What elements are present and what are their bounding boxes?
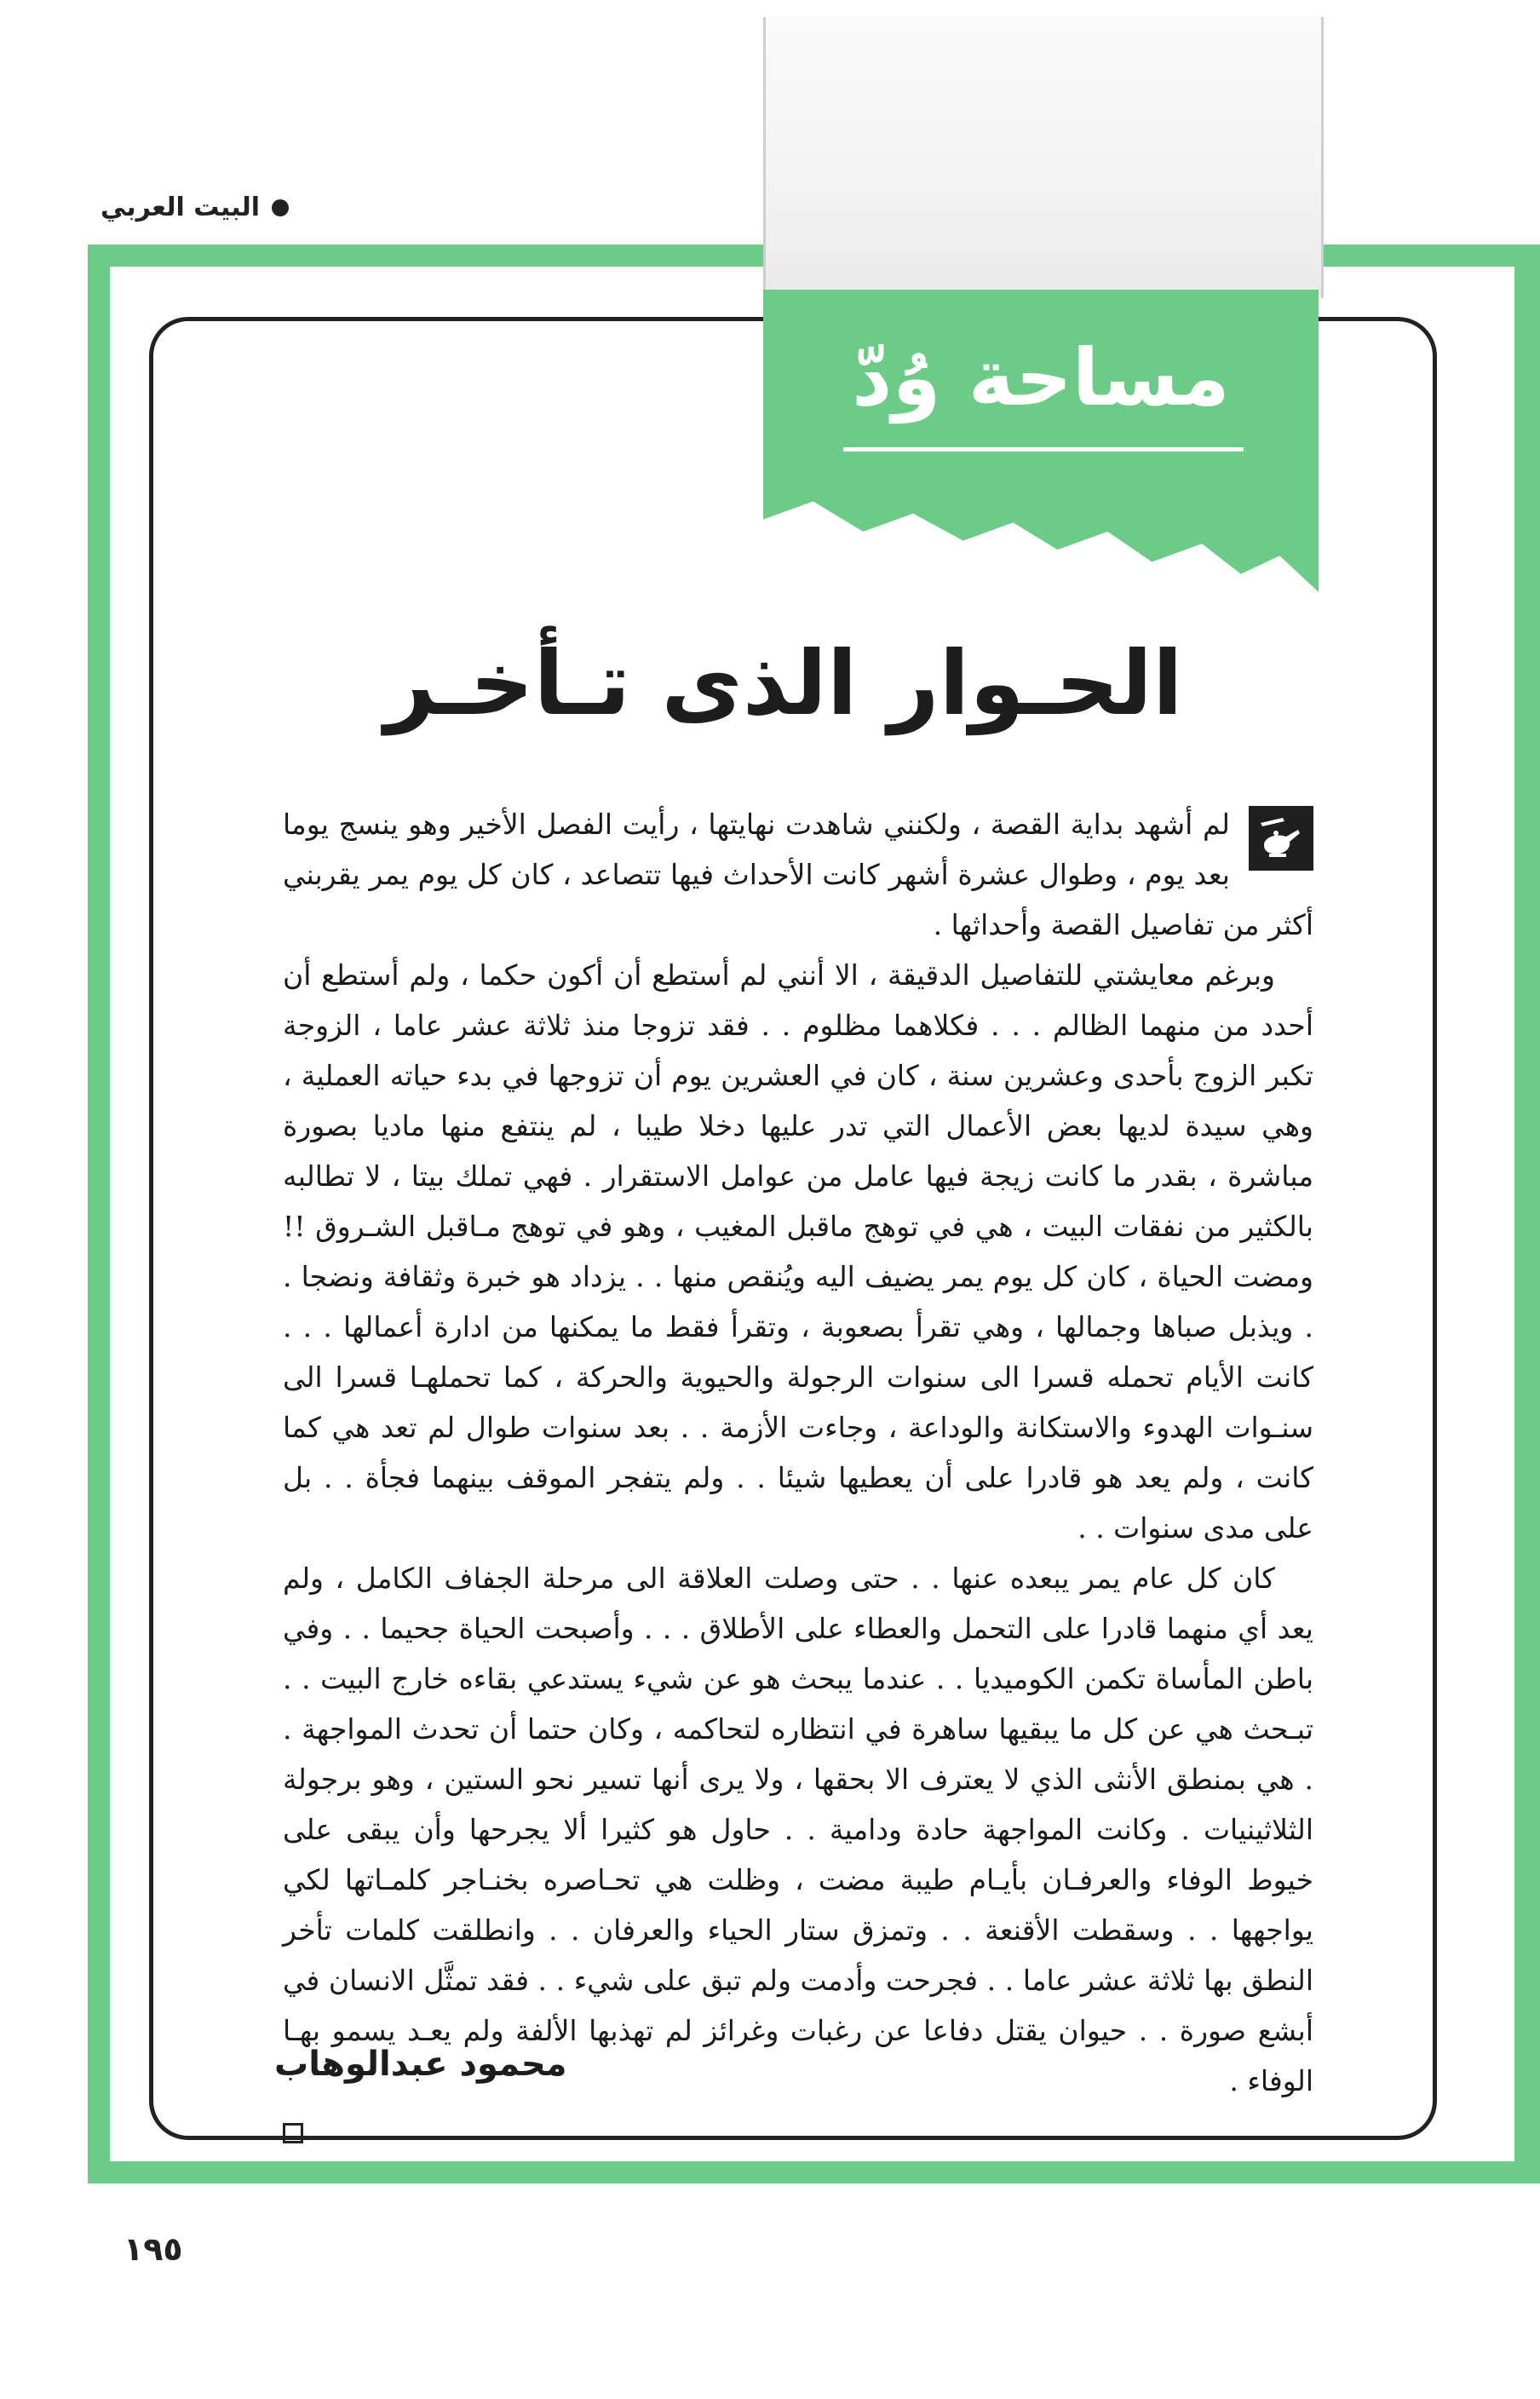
- page-number: ١٩٥: [124, 2230, 183, 2268]
- article-body: [283, 799, 1313, 2156]
- paper-clipping: [763, 17, 1324, 298]
- paragraph-3-text: كان كل عام يمر يبعده عنها . . حتى وصلت العلاقة الى مرحلة الجفاف الكامل ، ولم يعد أي منهما قادرا على التحمل والعطاء على الأطلاق . . . وأصبحت الحياة جحيما . . وفي باطن المأساة تكمن الكوميديا . . عندما يبحث هو عن شيء يستدعي بقاءه خارج البيت . . تبـحث هي عن كل ما يبقيها ساهرة في انتظاره لتحاكمه ، وكان حتما أن تحدث المواجهة . . هي بمنطق الأنثى الذي لا يعترف الا بحقها ، ولا يرى أنها تسير نحو الستين ، وهو برجولة الثلاثينيات . وكانت المواجهة حادة ودامية . . حاول هو كثيرا ألا يجرحها وأن يبقى على خيوط الوفاء والعرفـان بأيـام طيبة مضت ، وظلت هي تحـاصره بخنـاجر كلمـاتها لكي يواجهها . . وسقطت الأقنعة . . وتمزق ستار الحياء والعرفان . . وانطلقت كلمات تأخر النطق بها ثلاثة عشر عاما . . فجرحت وأدمت ولم تبق على شيء . . فقد تمثَّل الانسان في أبشع صورة . . حيوان يقتل دفاعا عن رغبات وغرائز لم تهذبها الألفة ولم يعـد يسمو بهـا الوفاء .: [283, 1562, 1313, 2097]
- paragraph-2: وبرغم معايشتي للتفاصيل الدقيقة ، الا أنني لم أستطع أن أكون حكما ، ولم أستطع أن أحدد من منهما الظالم . . . فكلاهما مظلوم . . فقد تزوجا منذ ثلاثة عشر عاما ، الزوجة تكبر الزوج بأحدى وعشرين سنة ، كان في العشرين يوم أن تزوجها في بدء حياته العملية ، وهي سيدة لديها بعض الأعمال التي تدر عليها دخلا طيبا ، لم ينتفع منها ماديا بصورة مباشرة ، بقدر ما كانت زيجة فيها عامل من عوامل الاستقرار . فهي تملك بيتا ، لا تطالبه بالكثير من نفقات البيت ، هي في توهج ماقبل المغيب ، وهو في توهج مـاقبل الشـروق !! ومضت الحياة ، كان كل يوم يمر يضيف اليه ويُنقص منها . . يزداد هو خبرة وثقافة ونضجا . . ويذبل صباها وجمالها ، وهي تقرأ بصعوبة ، وتقرأ فقط ما يمكنها من ادارة أعمالها . . . كانت الأيام تحمله قسرا الى سنوات الرجولة والحيوية والحركة ، كما تحملهـا قسرا الى سنـوات الهدوء والاستكانة والوداعة ، وجاءت الأزمة . . بعد سنوات طوال لم تعد هي كما كانت ، ولم يعد هو قادرا على أن يعطيها شيئا . . ولم يتفجر الموقف بينهما فجأة . . بل على مدى سنوات . .: [283, 958, 1313, 1545]
- paragraph-1: [283, 799, 1313, 950]
- article-title: الحـوار الذى تـأخـر: [384, 631, 1183, 735]
- paragraph-1-text: لم أشهد بداية القصة ، ولكنني شاهدت نهايتها ، رأيت الفصل الأخير وهو ينسج يوما بعد يوم ، وطوال عشرة أشهر كانت الأحداث فيها تتصاعد ، كان كل يوم يمر يقربني أكثر من تفاصيل القصة وأحداثها .: [283, 808, 1313, 941]
- end-line: [283, 2106, 1313, 2156]
- green-frame-edge: [1514, 245, 1540, 2183]
- author-name: محمود عبدالوهاب: [274, 2045, 567, 2084]
- bullet-icon: [272, 199, 289, 216]
- teapot-pen-icon: [1249, 806, 1313, 871]
- paragraph-3: [283, 1553, 1313, 2106]
- running-header: [101, 193, 289, 222]
- section-title-underline: [843, 447, 1244, 452]
- end-square-icon: [283, 2123, 303, 2143]
- section-title: مساحة وُدّ: [852, 332, 1230, 423]
- magazine-name: البيت العربي: [101, 193, 261, 222]
